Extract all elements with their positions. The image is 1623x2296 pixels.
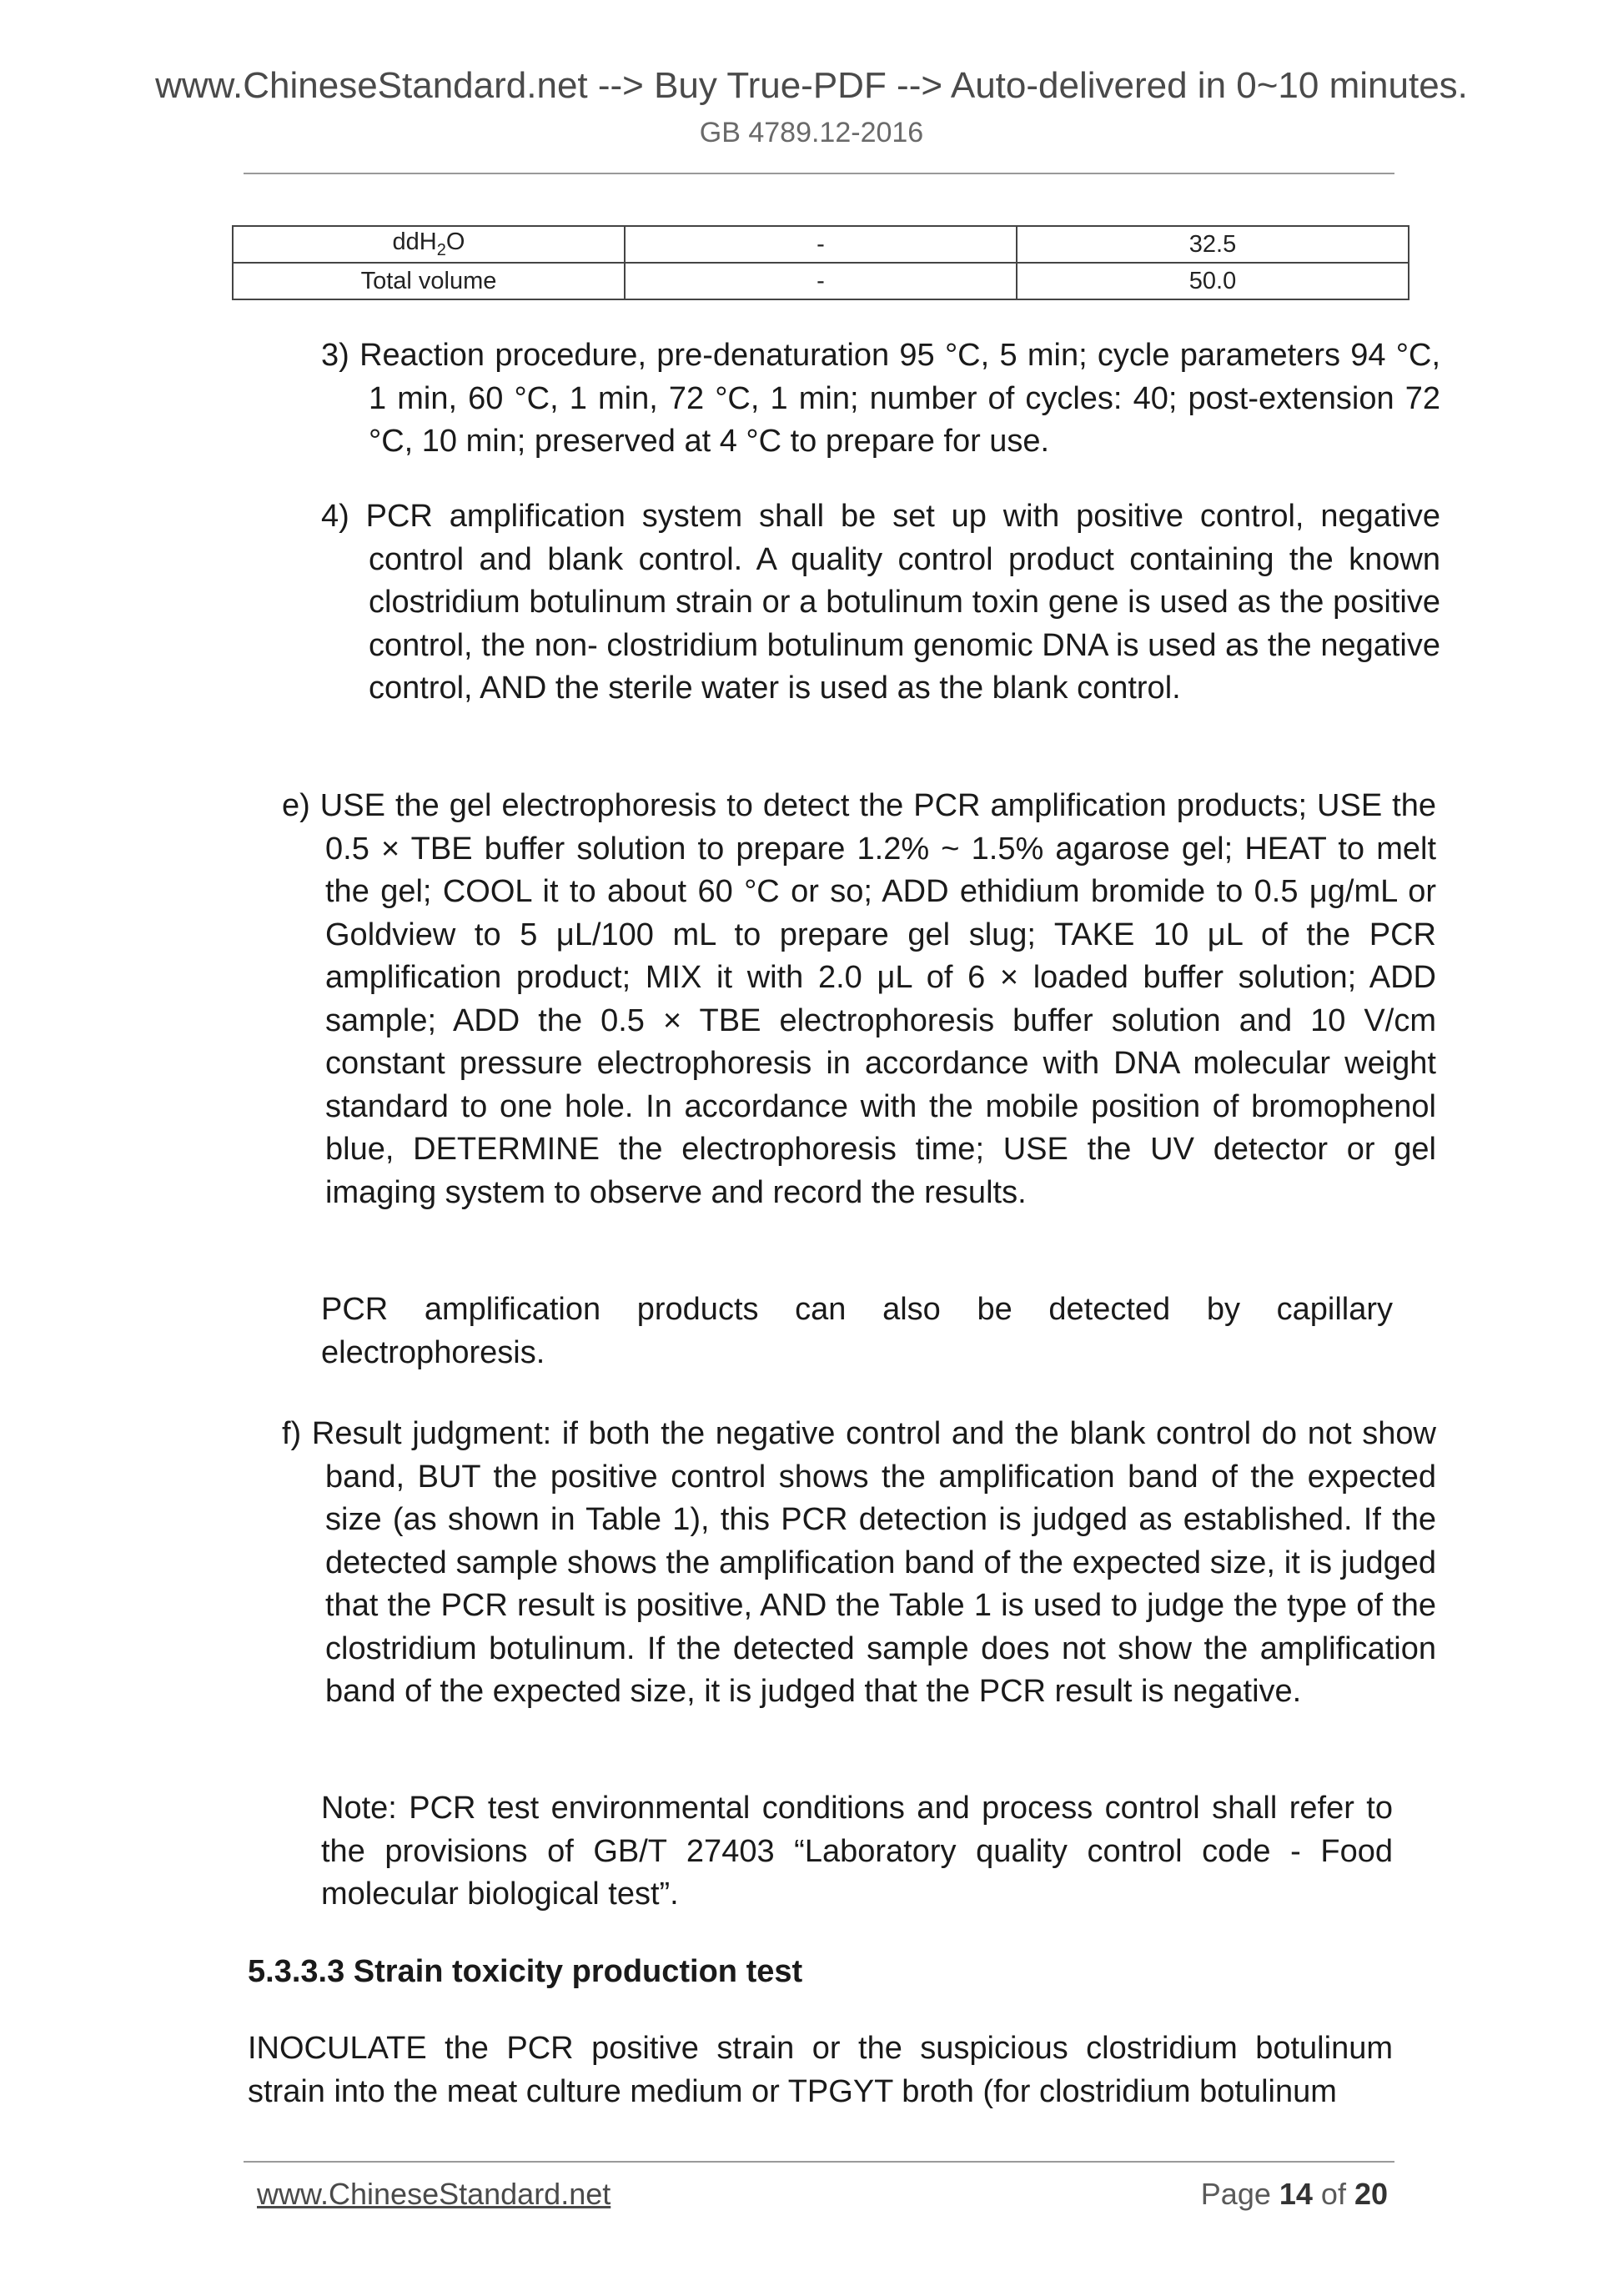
header-divider — [244, 173, 1394, 174]
item-4-pcr-controls: 4) PCR amplification system shall be set up with positive control, negative control and blank control. A quality control product containing the known clostridium botulinum strain or a botulinum toxin gene is used as the positive control, the non- clostridium botulinum genomic DNA is used as the negative control, AND the sterile water is used as the blank control. — [321, 499, 1440, 706]
item-e-gel-electrophoresis: e) USE the gel electrophoresis to detect the PCR amplification products; USE the 0.5 × TBE buffer solution to prepare 1.2% ~ 1.5% agarose gel; HEAT to melt the gel; COOL it to about 60 °C or so; ADD ethidium bromide to 0.5 μg/mL or Goldview to 5 μL/100 mL to prepare gel slug; TAKE 10 μL of the PCR amplification product; MIX it with 2.0 μL of 6 × loaded buffer solution; ADD sample; ADD the 0.5 × TBE electrophoresis buffer solution and 10 V/cm constant pressure electrophoresis in accordance with DNA molecular weight standard to one hole. In accordance with the mobile position of bromophenol blue, DETERMINE the electrophoresis time; USE the UV detector or gel imaging system to observe and record the results. — [282, 788, 1436, 1210]
table-row — [233, 226, 1409, 263]
table-row — [233, 263, 1409, 299]
reagent-name-cell: Total volume — [233, 263, 625, 299]
footer-divider — [244, 2161, 1394, 2163]
note-pcr-environment: Note: PCR test environmental conditions and process control shall refer to the provisions of GB/T 27403 “Laboratory quality control code - Food molecular biological test”. — [321, 1791, 1393, 1912]
section-heading: 5.3.3.3 Strain toxicity production test — [248, 1954, 803, 1989]
footer-site-link[interactable]: www.ChineseStandard.net — [257, 2177, 611, 2211]
page-number: 14 — [1279, 2177, 1313, 2211]
volume-cell: 32.5 — [1017, 226, 1409, 263]
reagent-table — [232, 225, 1409, 300]
page-total: 20 — [1354, 2177, 1388, 2211]
page-indicator: Page 14 of 20 — [1200, 2177, 1388, 2211]
inoculate-paragraph: INOCULATE the PCR positive strain or the suspicious clostridium botulinum strain into the meat culture medium or TPGYT broth (for clostridium botulinum — [248, 2031, 1393, 2109]
standard-code: GB 4789.12-2016 — [699, 117, 924, 148]
volume-cell: 50.0 — [1017, 263, 1409, 299]
header-banner: www.ChineseStandard.net --> Buy True-PDF --> Auto-delivered in 0~10 minutes. — [155, 65, 1468, 106]
concentration-cell: - — [625, 263, 1017, 299]
item-f-result-judgment: f) Result judgment: if both the negative control and the blank control do not show band, BUT the positive control shows the amplification band of the expected size (as shown in Table 1), this PCR detection is judged as established. If the detected sample shows the amplification band of the expected size, it is judged that the PCR result is positive, AND the Table 1 is used to judge the type of the clostridium botulinum. If the detected sample does not show the amplification band of the expected size, it is judged that the PCR result is negative. — [282, 1416, 1436, 1709]
capillary-note: PCR amplification products can also be detected by capillary electrophoresis. — [321, 1292, 1393, 1370]
reagent-name-cell: ddH$_2$O — [233, 226, 625, 263]
concentration-cell: - — [625, 226, 1017, 263]
item-3-reaction-procedure: 3) Reaction procedure, pre-denaturation 95 °C, 5 min; cycle parameters 94 °C, 1 min, 60 °C, 1 min, 72 °C, 1 min; number of cycles: 40; post-extension 72 °C, 10 min; preserved at 4 °C to prepare for use. — [321, 338, 1440, 459]
